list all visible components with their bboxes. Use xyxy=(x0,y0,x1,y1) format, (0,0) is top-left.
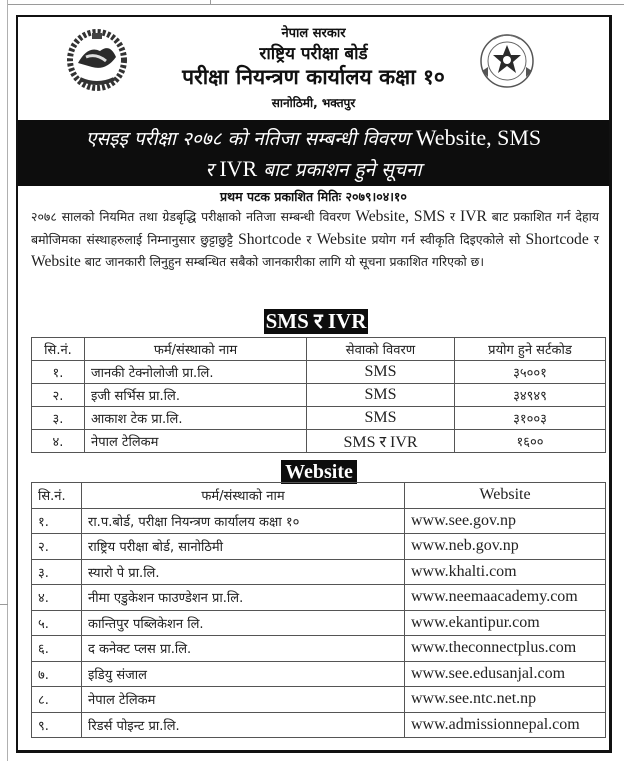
banner-text-english: Website, SMS xyxy=(415,125,542,150)
body-text-segment: र xyxy=(450,209,456,224)
cell-sn: ४. xyxy=(32,585,82,611)
body-text-segment: २०७८ सालको नियमित तथा ग्रेडबृद्धि परीक्षाको नतिजा सम्बन्धी विवरण xyxy=(31,209,351,224)
cell-sn: ४. xyxy=(32,430,85,453)
banner-line-2 xyxy=(18,154,609,185)
notice-header xyxy=(18,17,609,120)
cell-shortcode: ३५००१ xyxy=(455,361,606,384)
body-text-segment: Shortcode xyxy=(238,230,302,248)
publication-date-value: २०७९।०४।१० xyxy=(345,189,407,204)
publication-date-line xyxy=(18,188,609,205)
table-row xyxy=(32,636,606,662)
cell-name: जानकी टेक्नोलोजी प्रा.लि. xyxy=(85,361,307,384)
page-edge-stub xyxy=(0,604,8,605)
body-text-segment: Website xyxy=(31,253,81,270)
cell-website-link[interactable]: www.theconnectplus.com xyxy=(405,636,606,662)
cell-service: SMS र IVR xyxy=(307,430,455,453)
government-title: नेपाल सरकार xyxy=(281,26,346,41)
column-header-name: फर्म/संस्थाको नाम xyxy=(82,483,405,509)
banner-line-1 xyxy=(18,123,609,154)
board-title: राष्ट्रिय परीक्षा बोर्ड xyxy=(259,44,368,64)
sms-shortcode-table xyxy=(31,337,606,453)
website-section-title: Website xyxy=(281,460,357,484)
cell-website-link[interactable]: www.neemaacademy.com xyxy=(405,585,606,611)
notice-body-paragraph xyxy=(31,206,599,274)
column-header-shortcode: प्रयोग हुने सर्टकोड xyxy=(455,338,606,361)
body-text-segment: प्रयोग गर्न स्वीकृति दिइएकोले सो xyxy=(371,231,521,247)
page-edge-divider xyxy=(210,0,211,5)
cell-website-link[interactable]: www.see.ntc.net.np xyxy=(405,687,606,713)
cell-name: रिडर्स पोइन्ट प्रा.लि. xyxy=(82,712,405,738)
cell-sn: २. xyxy=(32,384,85,407)
cell-name: नीमा एडुकेशन फाउण्डेशन प्रा.लि. xyxy=(82,585,405,611)
cell-service: SMS xyxy=(307,384,455,407)
table-row xyxy=(32,384,606,407)
body-text-segment: र xyxy=(593,231,599,247)
table-row xyxy=(32,610,606,636)
table-row xyxy=(32,585,606,611)
cell-shortcode: ३१००३ xyxy=(455,407,606,430)
cell-website-link[interactable]: www.khalti.com xyxy=(405,559,606,585)
cell-sn: ९. xyxy=(32,712,82,738)
table-row xyxy=(32,407,606,430)
column-header-service: सेवाको विवरण xyxy=(307,338,455,361)
sms-section-title: SMS र IVR xyxy=(265,309,367,333)
cell-shortcode: १६०० xyxy=(455,430,606,453)
cell-sn: ३. xyxy=(32,559,82,585)
cell-sn: १. xyxy=(32,508,82,534)
table-row xyxy=(32,712,606,738)
column-header-name: फर्म/संस्थाको नाम xyxy=(85,338,307,361)
cell-name: नेपाल टेलिकम xyxy=(85,430,307,453)
cell-sn: ७. xyxy=(32,661,82,687)
notice-title-banner xyxy=(18,120,609,186)
cell-sn: ८. xyxy=(32,687,82,713)
website-table xyxy=(31,482,606,738)
body-text-segment: बाट प्रकाशित गर्न देहाय बमोजिमका संस्थाहरुलाई निम्नानुसार छुट्टाछुट्टै xyxy=(31,209,599,247)
table-row xyxy=(32,361,606,384)
banner-text-conjunction: र xyxy=(205,159,214,181)
body-text-segment: बाट जानकारी लिनुहुन सम्बन्धित सबैको जानकारीका लागि यो सूचना प्रकाशित गरिएको छ। xyxy=(84,254,485,269)
body-text-segment: Website, SMS xyxy=(355,208,446,225)
cell-sn: ६. xyxy=(32,636,82,662)
page-edge-top xyxy=(7,4,624,5)
neb-seal-icon xyxy=(476,27,538,93)
cell-sn: २. xyxy=(32,534,82,560)
cell-name: राष्ट्रिय परीक्षा बोर्ड, सानोठिमी xyxy=(82,534,405,560)
table-header-row xyxy=(32,483,606,509)
office-address: सानोठिमी, भक्तपुर xyxy=(271,96,356,110)
table-row xyxy=(32,661,606,687)
body-text-segment: IVR xyxy=(460,208,487,225)
body-text-segment: र xyxy=(306,231,312,247)
publication-date-label: प्रथम पटक प्रकाशित मितिः xyxy=(220,189,342,204)
column-header-website: Website xyxy=(405,483,606,509)
cell-name: रा.प.बोर्ड, परीक्षा नियन्त्रण कार्यालय कक्षा १० xyxy=(82,508,405,534)
body-text-segment: Website xyxy=(316,230,367,248)
table-row xyxy=(32,430,606,453)
banner-text-nepali: एसइइ परीक्षा २०७८ को नतिजा सम्बन्धी विवरण xyxy=(85,128,410,150)
cell-name: नेपाल टेलिकम xyxy=(82,687,405,713)
cell-name: इडियु संजाल xyxy=(82,661,405,687)
cell-name: द कनेक्ट प्लस प्रा.लि. xyxy=(82,636,405,662)
banner-text-ivr: IVR xyxy=(219,156,258,181)
cell-shortcode: ३४९४९ xyxy=(455,384,606,407)
table-row xyxy=(32,687,606,713)
office-title: परीक्षा नियन्त्रण कार्यालय कक्षा १० xyxy=(182,65,445,89)
body-text-segment: Shortcode xyxy=(525,230,589,248)
cell-sn: ३. xyxy=(32,407,85,430)
column-header-sn: सि.नं. xyxy=(32,483,82,509)
cell-name: कान्तिपुर पब्लिकेशन लि. xyxy=(82,610,405,636)
cell-website-link[interactable]: www.ekantipur.com xyxy=(405,610,606,636)
table-header-row xyxy=(32,338,606,361)
cell-sn: १. xyxy=(32,361,85,384)
cell-name: इजी सर्भिस प्रा.लि. xyxy=(85,384,307,407)
cell-name: स्यारो पे प्रा.लि. xyxy=(82,559,405,585)
banner-text-publication: बाट प्रकाशन हुने सूचना xyxy=(263,159,422,181)
cell-website-link[interactable]: www.see.gov.np xyxy=(405,508,606,534)
table-row xyxy=(32,534,606,560)
table-row xyxy=(32,508,606,534)
cell-service: SMS xyxy=(307,407,455,430)
column-header-sn: सि.नं. xyxy=(32,338,85,361)
cell-service: SMS xyxy=(307,361,455,384)
page-edge-left xyxy=(7,0,8,761)
cell-website-link[interactable]: www.see.edusanjal.com xyxy=(405,661,606,687)
notice-document xyxy=(16,15,612,753)
cell-website-link[interactable]: www.neb.gov.np xyxy=(405,534,606,560)
table-row xyxy=(32,559,606,585)
cell-sn: ५. xyxy=(32,610,82,636)
cell-website-link[interactable]: www.admissionnepal.com xyxy=(405,712,606,738)
cell-name: आकाश टेक प्रा.लि. xyxy=(85,407,307,430)
